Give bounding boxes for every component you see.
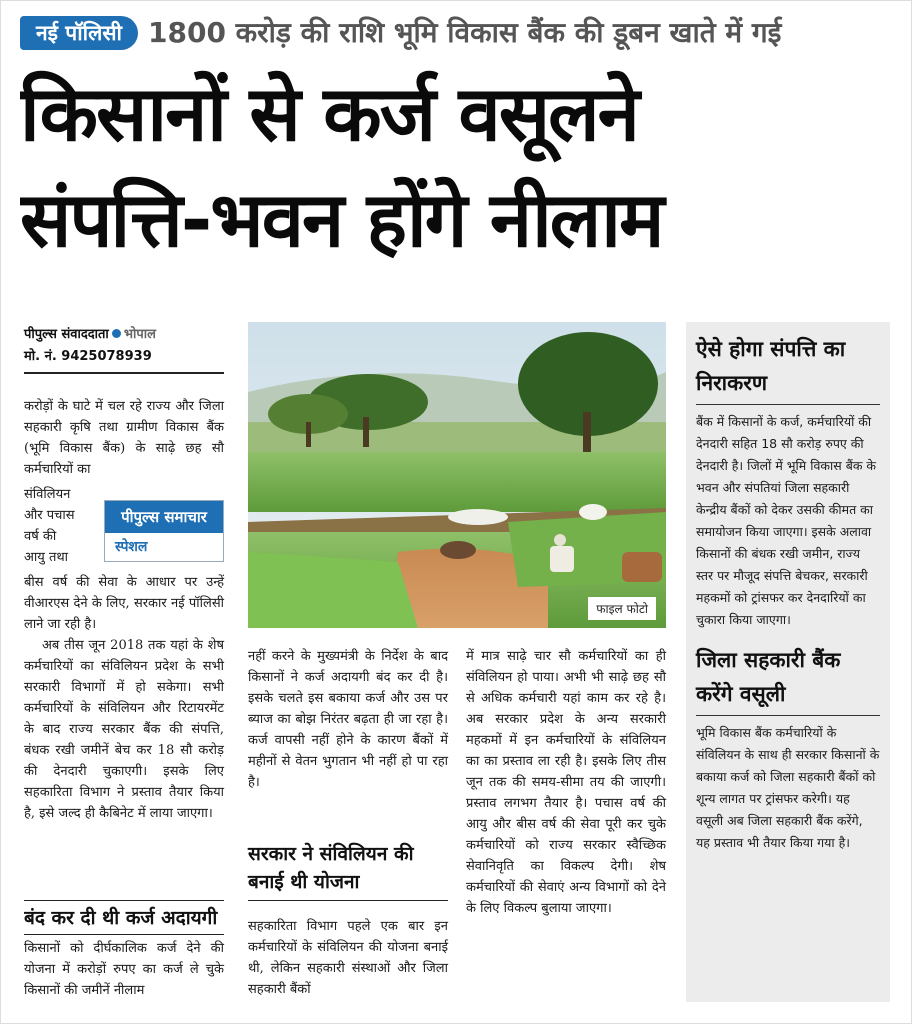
headline-line-1: किसानों से कर्ज वसूलने	[20, 69, 638, 158]
subhead-divider	[24, 900, 224, 901]
subhead-divider	[248, 900, 448, 901]
body-paragraph: बीस वर्ष की सेवा के आधार पर उन्हें वीआरएस देने के लिए, सरकार नई पॉलिसी लाने जा रही है।	[24, 575, 224, 632]
article-column-1	[24, 396, 224, 480]
article-column-2-cont	[248, 916, 448, 1000]
body-text-fragment: आयु तथा	[24, 550, 69, 565]
body-text-fragment: संविलियन	[24, 487, 71, 502]
article-column-3	[466, 646, 666, 919]
sidebar-text: बैंक में किसानों के कर्ज, कर्मचारियों की देनदारी सहित 18 सौ करोड़ रुपए की देनदारी है। जिलों में भूमि विकास बैंक के भवन और संपतियां जिला सहकारी केन्द्रीय बैंकों को देकर उसकी कीमत का समायोजन किया जाएगा। इसके अलावा किसानों की बंधक रखी जमीन, राज्य स्तर पर मौजूद संपत्ति बेचकर, सरकारी महकमों को ट्रांसफर कर देनदारियों का चुकारा किया जाएगा।	[696, 414, 877, 627]
sidebar-divider	[696, 715, 880, 716]
bullet-dot-icon	[112, 329, 121, 338]
sidebar-text: भूमि विकास बैंक कर्मचारियों के संविलियन के साथ ही सरकार किसानों के बकाया कर्ज को जिला सहकारी बैंकों को शून्य लागत पर ट्रांसफर करेगी। यह वसूली अब जिला सहकारी बैंक करेंगे, यह प्रस्ताव भी तैयार किया गया है।	[696, 725, 880, 850]
body-text-fragment: और पचास	[24, 508, 75, 523]
body-paragraph: सहकारिता विभाग पहले एक बार इन कर्मचारियों के संविलियन की योजना बनाई थी, लेकिन सहकारी संस्थाओं और जिला सहकारी बैंकों	[248, 919, 448, 997]
body-paragraph: किसानों को दीर्घकालिक कर्ज देने की योजना में करोड़ों रुपए का कर्ज ले चुके किसानों की जमीनें नीलाम	[24, 941, 224, 998]
subheading: बंद कर दी थी कर्ज अदायगी	[24, 907, 218, 929]
peoples-samachar-special-logo	[104, 500, 224, 562]
article-column-1-cont	[24, 572, 224, 824]
reporter-phone: मो. नं. 9425078939	[24, 349, 152, 364]
body-paragraph: नहीं करने के मुख्यमंत्री के निर्देश के बाद किसानों ने कर्ज अदायगी बंद कर दी है। इसके चलते इस बकाया कर्ज और उस पर ब्याज का बोझ निरंतर बढ़ता ही जा रहा है। कर्ज वापसी नहीं होने के कारण बैंकों में महीनों से वेतन भुगतान भी नहीं हो पा रहा है।	[248, 649, 448, 790]
sidebar-box	[686, 322, 890, 1002]
body-paragraph: करोड़ों के घाटे में चल रहे राज्य और जिला सहकारी कृषि तथा ग्रामीण विकास बैंक (भूमि विकास बैंक) के साढ़े छह सौ कर्मचारियों का	[24, 399, 224, 477]
byline	[24, 324, 224, 368]
sidebar-divider	[696, 404, 880, 405]
byline-divider	[24, 372, 224, 374]
article-column-2	[248, 646, 448, 793]
sidebar-heading: जिला सहकारी बैंक करेंगे वसूली	[696, 648, 841, 706]
logo-bottom-text: स्पेशल	[115, 539, 148, 555]
section-tag: नई पॉलिसी	[20, 16, 138, 50]
kicker-text: 1800 करोड़ की राशि भूमि विकास बैंक की डूबन खाते में गई	[148, 16, 782, 49]
article-column-1-end	[24, 938, 224, 1001]
article-column-1-wrap	[24, 484, 102, 568]
subheading: सरकार ने संविलियन की बनाई थी योजना	[248, 843, 414, 893]
dateline-location: भोपाल	[123, 327, 156, 342]
paddy-field-image	[248, 322, 666, 628]
headline-line-2: संपत्ति-भवन होंगे नीलाम	[20, 175, 663, 264]
body-paragraph: में मात्र साढ़े चार सौ कर्मचारियों का ही संविलियन हो पाया। अभी भी साढ़े छह सौ से अधिक कर्मचारी यहां काम कर रहे है। अब सरकार प्रदेश के अन्य सरकारी महकमों में इन कर्मचारियों के संविलियन का का प्रस्ताव ला रही है। इसके लिए तीस जून तक की समय-सीमा तय की जाएगी। प्रस्ताव लगभग तैयार है। पचास वर्ष की आयु और बीस वर्ष की सेवा पूरी कर चुके कर्मचारियों को राज्य सरकार स्वैच्छिक सेवानिवृति का विकल्प देगी। शेष कर्मचारियों की सेवाएं अन्य विभागों को देने के लिए विकल्प बुलाया जाएगा।	[466, 649, 666, 916]
sidebar-heading: ऐसे होगा संपत्ति का निराकरण	[696, 337, 846, 395]
logo-top-text: पीपुल्स समाचार	[105, 501, 223, 533]
farm-photo	[248, 322, 666, 628]
body-paragraph: अब तीस जून 2018 तक यहां के शेष कर्मचारियों का संविलियन प्रदेश के सभी सरकारी विभागों में हो सकेगा। सभी कर्मचारियों के संविलियन और रिटायरमेंट के बाद राज्य सरकार बैंक की संपत्ति, बंधक रखी जमीनें बेच कर 18 सौ करोड़ की देनदारी चुकाएगी। इसके लिए सहकारिता विभाग ने प्रस्ताव तैयार किया है, इसे जल्द ही कैबिनेट में लाया जाएगा।	[24, 638, 224, 821]
body-text-fragment: वर्ष की	[24, 529, 57, 544]
photo-credit: फाइल फोटो	[588, 597, 656, 620]
subhead-divider	[24, 934, 224, 935]
reporter-name: पीपुल्स संवाददाता	[24, 327, 109, 342]
